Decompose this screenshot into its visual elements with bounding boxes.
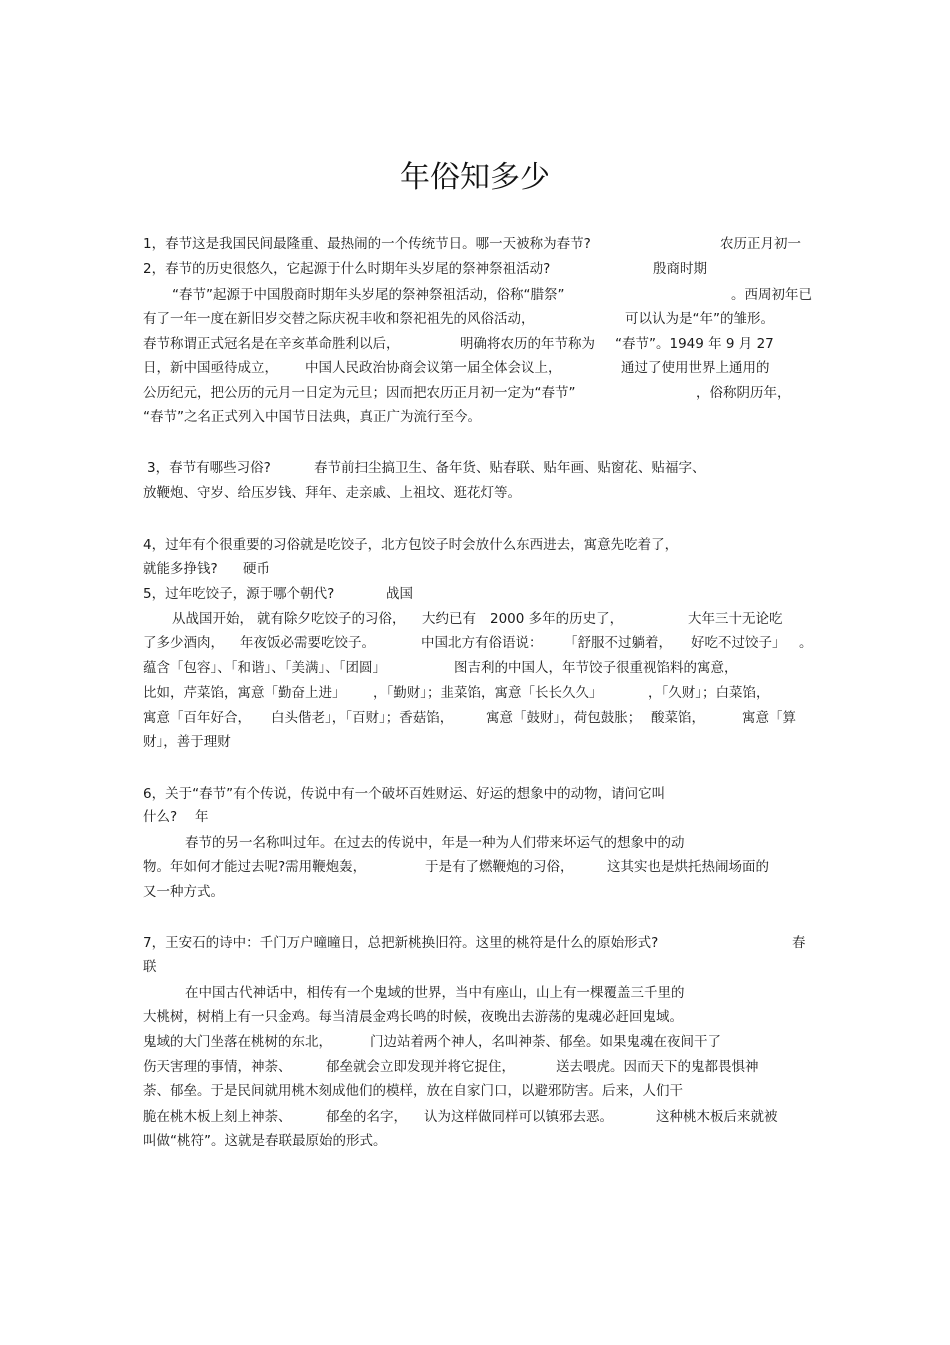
text-segment: 脆在桃木板上刻上神荼、 [143,1109,292,1125]
answer-6: 年 [195,809,209,825]
text-segment: 日，新中国亟待成立， [143,360,278,376]
text-line [143,1007,813,1027]
text-segment: 明确将农历的年节称为 [460,336,595,352]
text-segment: 叫做“桃符”。这就是春联最原始的形式。 [143,1133,387,1149]
text-segment: 门边站着两个神人，名叫神荼、郁垒。如果鬼魂在夜间干了 [370,1034,721,1050]
text-segment: 荼、郁垒。于是民间就用桃木刻成他们的模样，放在自家门口，以避邪防害。后来，人们干 [143,1083,683,1099]
text-segment: 物。年如何才能过去呢?需用鞭炮轰， [143,859,367,875]
page-title: 年俗知多少 [400,160,550,195]
question-7: 7，王安石的诗中：千门万户曈曈日，总把新桃换旧符。这里的桃符是什么的原始形式? [143,935,659,951]
text-segment: 中国北方有俗语说： [421,635,543,651]
text-segment: 寓意「算 [742,710,796,726]
text-segment: 2000 多年的历史了， [490,611,624,627]
text-segment: 大约已有 [422,611,476,627]
text-segment: 鬼域的大门坐落在桃树的东北， [143,1034,332,1050]
question-5: 5，过年吃饺子，源于哪个朝代? [143,586,335,602]
text-segment: 郁垒就会立即发现并将它捉住， [326,1059,515,1075]
question-4: 4，过年有个很重要的习俗就是吃饺子，北方包饺子时会放什么东西进去，寓意先吃着了， [143,537,679,553]
answer-3: 春节前扫尘搞卫生、备年货、贴春联、贴年画、贴窗花、贴福字、 [314,460,706,476]
text-line [143,1057,813,1077]
text-line [143,407,813,427]
text-line [185,833,825,853]
text-line [143,658,813,678]
text-line [143,633,813,653]
text-segment: ，「勤财」；韭菜馅，寓意「长长久久」 [373,685,603,701]
text-segment: “春节”之名正式列入中国节日法典，真正广为流行至今。 [143,409,481,425]
answer-7: 春 [792,935,806,951]
text-segment: 放鞭炮、守岁、给压岁钱、拜年、走亲戚、上祖坟、逛花灯等。 [143,485,521,501]
text-segment: 「舒服不过躺着， [564,635,672,651]
question-2: 2，春节的历史很悠久，它起源于什么时期年头岁尾的祭神祭祖活动? [143,261,551,277]
text-segment: 图吉利的中国人，年节饺子很重视馅料的寓意， [454,660,738,676]
text-line [143,957,813,977]
text-line [143,584,813,604]
text-line [143,358,813,378]
text-segment: 就能多挣钱? [143,561,218,577]
text-segment: 大桃树，树梢上有一只金鸡。每当清晨金鸡长鸣的时候，夜晚出去游荡的鬼魂必赶回鬼域。 [143,1009,683,1025]
text-segment: 这种桃木板后来就被 [656,1109,778,1125]
question-1: 1，春节这是我国民间最隆重、最热闹的一个传统节日。哪一天被称为春节? [143,236,591,252]
text-line [143,857,813,877]
text-segment: 白头偕老」，「百财」；香菇馅， [271,710,454,726]
question-3: 3，春节有哪些习俗? [147,460,271,476]
text-segment: 蕴含「包容」、「和谐」、「美满」、「团圆」 [143,660,386,676]
text-segment: 好吃不过饺子」 [691,635,786,651]
text-line [143,807,813,827]
text-segment: 伤天害理的事情，神荼、 [143,1059,292,1075]
text-segment: 又一种方式。 [143,884,224,900]
text-segment: 郁垒的名字， [326,1109,407,1125]
text-segment: 可以认为是“年”的雏形。 [625,311,774,327]
text-segment: 通过了使用世界上通用的 [621,360,770,376]
answer-1: 农历正月初一 [720,236,801,252]
text-segment: 就有除夕吃饺子的习俗， [257,611,406,627]
question-6: 6，关于“春节”有个传说，传说中有一个破坏百姓财运、好运的想象中的动物，请问它叫 [143,786,666,802]
text-line [143,383,813,403]
text-segment: 春节的另一名称叫过年。在过去的传说中，年是一种为人们带来坏运气的想象中的动 [185,835,685,851]
text-line [143,1107,813,1127]
text-segment: 比如，芹菜馅，寓意「勤奋上进」 [143,685,346,701]
text-line [143,683,813,703]
text-segment: 送去喂虎。因而天下的鬼都畏惧神 [556,1059,759,1075]
text-segment: 。 [799,635,813,651]
text-segment: 。西周初年已 [731,287,812,303]
text-segment: “春节”起源于中国殷商时期年头岁尾的祭神祭祖活动，俗称“腊祭” [172,287,565,303]
text-segment: 认为这样做同样可以镇邪去恶。 [424,1109,613,1125]
text-line [143,1131,813,1151]
text-line [172,285,812,305]
text-segment: 寓意「百年好合， [143,710,251,726]
text-segment: 有了一年一度在新旧岁交替之际庆祝丰收和祭祀祖先的风俗活动， [143,311,535,327]
text-line [172,609,812,629]
text-segment: 这其实也是烘托热闹场面的 [607,859,769,875]
text-segment: 中国人民政治协商会议第一届全体会议上， [305,360,562,376]
text-line [143,1032,813,1052]
text-line [185,983,825,1003]
text-line [143,535,813,555]
text-segment: 联 [143,959,157,975]
text-segment: 年夜饭必需要吃饺子。 [240,635,375,651]
text-segment: 从战国开始， [172,611,253,627]
text-line [143,933,813,953]
text-segment: 在中国古代神话中，相传有一个鬼域的世界，当中有座山，山上有一棵覆盖三千里的 [185,985,685,1001]
text-line [143,708,813,728]
answer-4: 硬币 [243,561,270,577]
text-segment: 公历纪元，把公历的元月一日定为元旦；因而把农历正月初一定为“春节” [143,385,576,401]
text-segment: 了多少酒肉， [143,635,224,651]
text-segment: 财」，善于理财 [143,734,231,750]
text-segment: ，「久财」；白菜馅， [648,685,770,701]
text-segment: 于是有了燃鞭炮的习俗， [425,859,574,875]
text-line [143,882,813,902]
text-segment: 酸菜馅， [651,710,705,726]
text-line [143,784,813,804]
text-segment: 大年三十无论吃 [688,611,783,627]
text-line [147,458,817,478]
answer-5: 战国 [386,586,413,602]
answer-2: 殷商时期 [653,261,707,277]
text-line [143,309,813,329]
text-segment: ，俗称阴历年， [696,385,791,401]
text-line [143,732,813,752]
text-line [143,559,813,579]
text-line [143,259,813,279]
text-line [143,234,813,254]
text-segment: “春节”。1949 年 9 月 27 [615,336,774,352]
text-segment: 什么? [143,809,178,825]
text-line [143,1081,813,1101]
text-segment: 寓意「鼓财」，荷包鼓胀； [486,710,642,726]
text-line [143,334,813,354]
text-line [143,483,813,503]
text-segment: 春节称谓正式冠名是在辛亥革命胜利以后， [143,336,400,352]
